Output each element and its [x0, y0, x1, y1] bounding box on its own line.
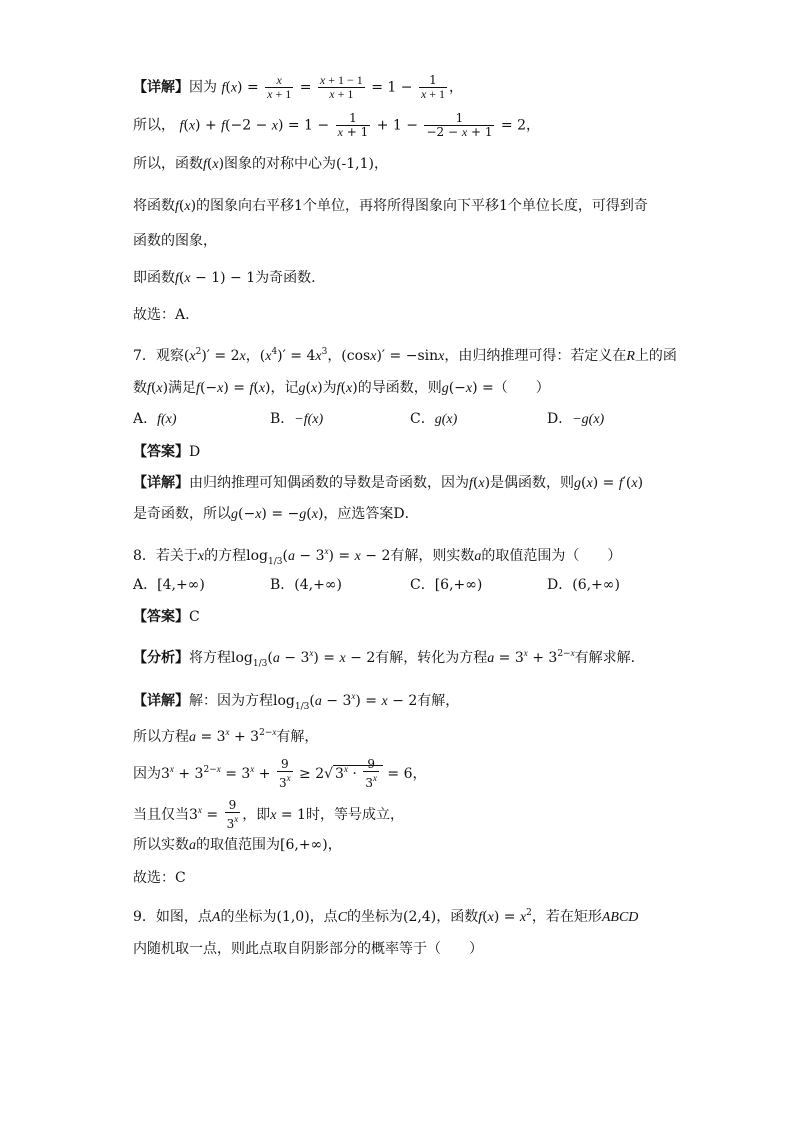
q8-detail-line-2: 所以方程$a = 3^x + 3^{2-x}$有解， — [133, 727, 319, 745]
solution-line-2: 所以， f(x) + f(−2 − x) = 1 − $\frac{1}{x + 1}$ + 1 − $\frac{1}{-2 - x + 1}$ = 2， — [133, 111, 541, 139]
q8-detail-line-1: 【详解】解：因为方程$\log_{1/3}(a - 3^x) = x - 2$有解， — [133, 691, 460, 712]
q8-option-d[interactable]: D．(6,+∞) — [547, 577, 620, 593]
q7-option-c[interactable]: C．g(x) — [410, 411, 458, 427]
question-7-line-1: 7．观察$(x^2)' = 2x$，$(x^4)' = 4x^3$，(cosx)′ = −sinx，由归纳推理可得：若定义在R上的函 — [133, 347, 677, 364]
solution-line-4: 将函数f(x)的图象向右平移1个单位，再将所得图象向下平移1个单位长度，可得到奇 — [133, 198, 648, 214]
q8-option-c[interactable]: C．[6,+∞) — [410, 577, 483, 593]
solution-line-6: 即函数f(x − 1) − 1为奇函数. — [133, 270, 316, 286]
q7-answer: 【答案】D — [133, 444, 201, 460]
q8-detail-line-4: 当且仅当$3^x$ = $\frac{9}{3^x}$ ，即x = 1时，等号成立， — [133, 798, 404, 831]
solution-line-7: 故选：A. — [133, 307, 190, 323]
question-9-line-2: 内随机取一点，则此点取自阴影部分的概率等于（ ） — [133, 941, 483, 957]
solution-line-5: 函数的图象， — [133, 233, 217, 249]
q7-option-d[interactable]: D．−g(x) — [547, 411, 605, 427]
q7-option-b[interactable]: B．−f(x) — [270, 411, 324, 427]
question-9-line-1: 9．如图，点A的坐标为(1,0)，点C的坐标为(2,4)，函数$f(x) = x^2$，若在矩形ABCD — [133, 908, 639, 925]
q8-answer: 【答案】C — [133, 609, 200, 625]
solution-line-1: 【详解】因为 f(x) = $\frac{x}{x + 1}$ = $\frac{x + 1 - 1}{x + 1}$ = 1 − $\frac{1}{x + 1}$ ， — [133, 73, 464, 101]
q8-option-b[interactable]: B．(4,+∞) — [270, 577, 342, 593]
q8-detail-line-3: 因为$3^x + 3^{2-x} = 3^x$ + $\frac{9}{3^x}$ ≥ 2√ $3^x$ · $\frac{9}{3^x}$ = 6， — [133, 757, 427, 790]
q8-detail-line-5: 所以实数a的取值范围为[6,+∞)， — [133, 837, 342, 853]
q7-detail-line-2: 是奇函数，所以g(−x) = −g(x)，应选答案D． — [133, 506, 419, 522]
q8-detail-line-6: 故选：C — [133, 870, 186, 886]
q8-analysis: 【分析】将方程$\log_{1/3}(a - 3^x) = x - 2$有解，转化为方程$a = 3^x + 3^{2-x}$有解求解. — [133, 648, 636, 669]
solution-line-3: 所以，函数f(x)图象的对称中心为(-1,1)， — [133, 156, 388, 172]
question-7-line-2: 数f(x)满足f(−x) = f(x)，记g(x)为f(x)的导函数，则g(−x) =（ ） — [133, 380, 550, 396]
q7-detail-line-1: 【详解】由归纳推理可知偶函数的导数是奇函数，因为f(x)是偶函数，则g(x) = f′(x) — [133, 475, 644, 491]
q8-option-a[interactable]: A．[4,+∞) — [133, 577, 205, 593]
question-8-line-1: 8．若关于x的方程$\log_{1/3}(a - 3^x) = x - 2$有解，则实数a的取值范围为（ ） — [133, 546, 622, 567]
detail-tag: 【详解】 — [133, 79, 189, 96]
q7-option-a[interactable]: A．f(x) — [133, 411, 177, 427]
